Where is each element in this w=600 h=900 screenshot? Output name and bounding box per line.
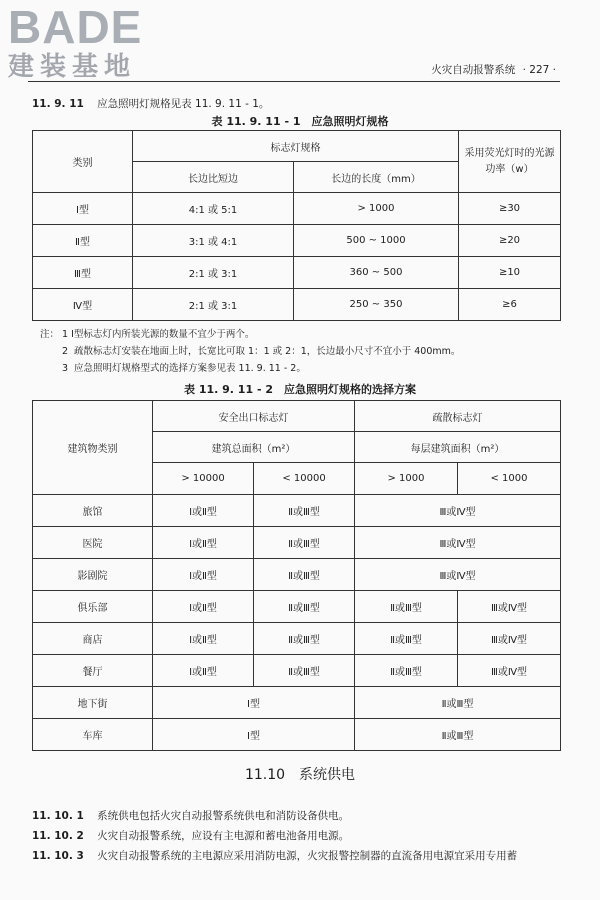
power-cell: ≥6 <box>459 289 561 321</box>
length-cell: 250 ~ 350 <box>294 289 459 321</box>
power-cell: ≥30 <box>459 193 561 225</box>
clause-text: 火灾自动报警系统的主电源应采用消防电源，火灾报警控制器的直流备用电源宜采用专用蓄 <box>97 850 518 862</box>
clause-paragraph <box>32 828 349 843</box>
table2-header-evac-sign: 疏散标志灯 <box>355 401 561 432</box>
ratio-cell: 2:1 或 3:1 <box>133 289 294 321</box>
building-cell: 影剧院 <box>33 559 153 591</box>
table-row <box>33 591 561 623</box>
clause-number: 11. 10. 1 <box>32 810 84 822</box>
running-header <box>427 62 556 77</box>
exit-large-cell: Ⅰ或Ⅱ型 <box>153 559 254 591</box>
table2-header-gt1000: > 1000 <box>355 463 458 495</box>
building-cell: 商店 <box>33 623 153 655</box>
ratio-cell: 2:1 或 3:1 <box>133 257 294 289</box>
power-cell: ≥10 <box>459 257 561 289</box>
table-row <box>33 193 561 225</box>
exit-cell: Ⅰ型 <box>153 719 355 751</box>
note-text: Ⅰ型标志灯内所装光源的数量不宜少于两个。 <box>71 329 255 340</box>
section-title: 系统供电 <box>299 767 356 783</box>
table-row <box>33 719 561 751</box>
table-row <box>33 495 561 527</box>
exit-small-cell: Ⅱ或Ⅲ型 <box>254 559 355 591</box>
building-cell: 旅馆 <box>33 495 153 527</box>
table1-caption: 表 11. 9. 11 - 1 应急照明灯规格 <box>211 115 389 128</box>
table1-header-spec: 标志灯规格 <box>133 131 459 162</box>
note-number: 3 <box>61 363 68 374</box>
clause-paragraph <box>32 808 349 823</box>
evac-cell: Ⅲ或Ⅳ型 <box>355 527 561 559</box>
table2-header-lt10000: < 10000 <box>254 463 355 495</box>
clause-text: 应急照明灯规格见表 11. 9. 11 - 1。 <box>97 98 270 110</box>
table2-header-gt10000: > 10000 <box>153 463 254 495</box>
ratio-cell: 3:1 或 4:1 <box>133 225 294 257</box>
table1-header-ratio: 长边比短边 <box>133 162 294 193</box>
page-number: · 227 · <box>522 64 556 76</box>
building-cell: 俱乐部 <box>33 591 153 623</box>
exit-small-cell: Ⅱ或Ⅲ型 <box>254 495 355 527</box>
table-row <box>33 687 561 719</box>
note-number: 2 <box>61 346 68 357</box>
exit-large-cell: Ⅰ或Ⅱ型 <box>153 655 254 687</box>
clause-number: 11. 10. 2 <box>32 830 84 842</box>
table2-header-total-area: 建筑总面积（m²） <box>153 432 355 463</box>
table-row <box>33 257 561 289</box>
table-row <box>33 623 561 655</box>
length-cell: 360 ~ 500 <box>294 257 459 289</box>
intro-clause <box>32 96 269 111</box>
table2-header-floor-area: 每层建筑面积（m²） <box>355 432 561 463</box>
clause-text: 系统供电包括火灾自动报警系统供电和消防设备供电。 <box>97 810 350 822</box>
table2-header-lt1000: < 1000 <box>458 463 561 495</box>
clause-number: 11. 9. 11 <box>32 98 84 110</box>
table2-header-building-type: 建筑物类别 <box>33 401 153 495</box>
clause-paragraph <box>32 848 517 863</box>
header-rule <box>28 81 560 82</box>
clause-number: 11. 10. 3 <box>32 850 84 862</box>
running-title: 火灾自动报警系统 <box>431 64 516 76</box>
exit-large-cell: Ⅰ或Ⅱ型 <box>153 623 254 655</box>
section-heading <box>0 764 600 784</box>
evac-cell: Ⅱ或Ⅲ型 <box>355 687 561 719</box>
table2 <box>32 400 561 751</box>
evac-cell: Ⅱ或Ⅲ型 <box>355 719 561 751</box>
exit-small-cell: Ⅱ或Ⅲ型 <box>254 655 355 687</box>
table2-header-exit-sign: 安全出口标志灯 <box>153 401 355 432</box>
evac-small-cell: Ⅲ或Ⅳ型 <box>458 623 561 655</box>
evac-small-cell: Ⅲ或Ⅳ型 <box>458 655 561 687</box>
notes-label: 注： <box>40 329 60 340</box>
evac-cell: Ⅲ或Ⅳ型 <box>355 559 561 591</box>
building-cell: 餐厅 <box>33 655 153 687</box>
building-cell: 医院 <box>33 527 153 559</box>
table1 <box>32 130 561 321</box>
table1-header-category: 类别 <box>33 131 133 193</box>
note-text: 应急照明灯规格型式的选择方案参见表 11. 9. 11 - 2。 <box>74 363 306 374</box>
table1-header-length: 长边的长度（mm） <box>294 162 459 193</box>
evac-large-cell: Ⅱ或Ⅲ型 <box>355 655 458 687</box>
table-row <box>33 559 561 591</box>
power-cell: ≥20 <box>459 225 561 257</box>
section-number: 11.10 <box>244 767 286 783</box>
exit-large-cell: Ⅰ或Ⅱ型 <box>153 495 254 527</box>
exit-small-cell: Ⅱ或Ⅲ型 <box>254 591 355 623</box>
note-item <box>40 326 460 343</box>
table1-notes <box>40 326 460 377</box>
table-row <box>33 289 561 321</box>
length-cell: 500 ~ 1000 <box>294 225 459 257</box>
type-cell: Ⅲ型 <box>33 257 133 289</box>
exit-large-cell: Ⅰ或Ⅱ型 <box>153 527 254 559</box>
building-cell: 地下街 <box>33 687 153 719</box>
clause-text: 火灾自动报警系统，应设有主电源和蓄电池备用电源。 <box>97 830 350 842</box>
exit-small-cell: Ⅱ或Ⅲ型 <box>254 527 355 559</box>
evac-large-cell: Ⅱ或Ⅲ型 <box>355 591 458 623</box>
table-row <box>33 655 561 687</box>
table2-caption: 表 11. 9. 11 - 2 应急照明灯规格的选择方案 <box>184 383 416 396</box>
note-item <box>40 343 460 360</box>
type-cell: Ⅱ型 <box>33 225 133 257</box>
table1-header-power: 采用荧光灯时的光源功率（w） <box>459 131 561 193</box>
note-item <box>40 360 460 377</box>
length-cell: > 1000 <box>294 193 459 225</box>
publisher-logo <box>8 1 143 82</box>
exit-small-cell: Ⅱ或Ⅲ型 <box>254 623 355 655</box>
note-number: 1 <box>62 329 69 340</box>
building-cell: 车库 <box>33 719 153 751</box>
evac-large-cell: Ⅱ或Ⅲ型 <box>355 623 458 655</box>
ratio-cell: 4:1 或 5:1 <box>133 193 294 225</box>
exit-large-cell: Ⅰ或Ⅱ型 <box>153 591 254 623</box>
type-cell: Ⅳ型 <box>33 289 133 321</box>
evac-cell: Ⅲ或Ⅳ型 <box>355 495 561 527</box>
exit-cell: Ⅰ型 <box>153 687 355 719</box>
table-row <box>33 225 561 257</box>
evac-small-cell: Ⅲ或Ⅳ型 <box>458 591 561 623</box>
logo-subtitle: 建装基地 <box>8 52 137 82</box>
note-text: 疏散标志灯安装在地面上时，长宽比可取 1：1 或 2：1，长边最小尺寸不宜小于 400mm。 <box>74 346 461 357</box>
table-row <box>33 527 561 559</box>
type-cell: Ⅰ型 <box>33 193 133 225</box>
logo-wordmark: BADE <box>8 1 143 53</box>
